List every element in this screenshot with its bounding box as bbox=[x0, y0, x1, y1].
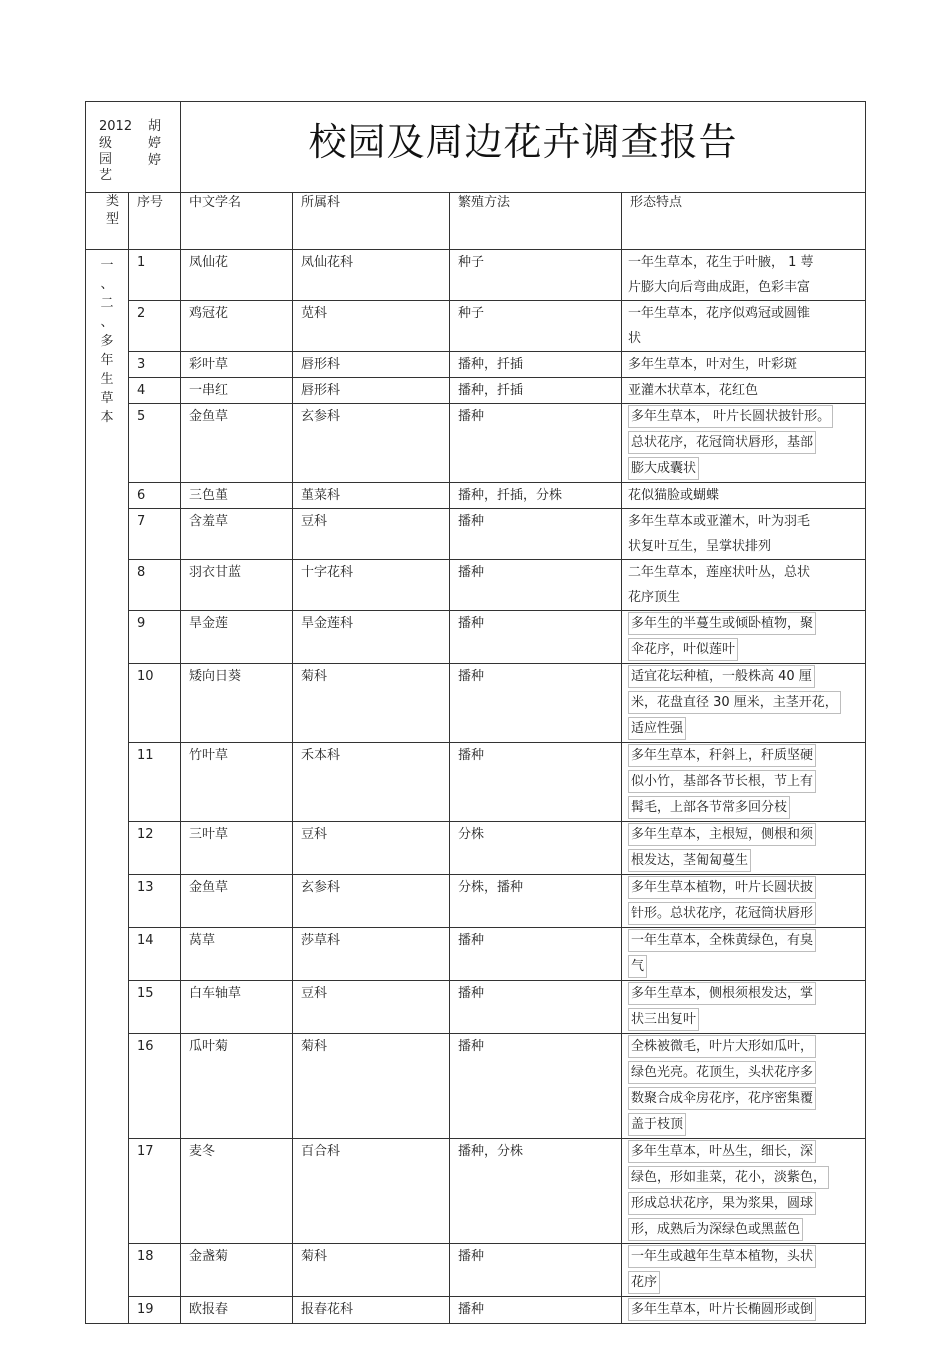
morphology-cell bbox=[622, 822, 866, 875]
morphology-line: 数聚合成伞房花序，花序密集覆 bbox=[628, 1087, 816, 1110]
name-cell: 三叶草 bbox=[181, 822, 293, 875]
table-row bbox=[86, 301, 866, 352]
name-cell: 羽衣甘蓝 bbox=[181, 560, 293, 611]
name-cell: 竹叶草 bbox=[181, 743, 293, 822]
family-cell: 菊科 bbox=[293, 1244, 450, 1297]
family-cell: 报春花科 bbox=[293, 1297, 450, 1324]
morphology-cell bbox=[622, 483, 866, 509]
morphology-line: 适宜花坛种植，一般株高 40 厘 bbox=[628, 665, 815, 688]
propagation-cell: 播种，扦插，分株 bbox=[450, 483, 622, 509]
morphology-line: 多年生草本，叶丛生，细长，深 bbox=[628, 1140, 816, 1163]
morphology-line: 亚灌木状草本，花红色 bbox=[628, 383, 759, 398]
morphology-cell bbox=[622, 743, 866, 822]
morphology-line: 绿色，形如韭菜，花小，淡紫色， bbox=[628, 1166, 829, 1189]
morphology-line: 多年生草本植物，叶片长圆状披 bbox=[628, 876, 816, 899]
col-morphology: 形态特点 bbox=[622, 193, 866, 250]
family-cell: 堇菜科 bbox=[293, 483, 450, 509]
page-title: 校园及周边花卉调查报告 bbox=[181, 102, 866, 193]
morphology-line: 似小竹，基部各节长根，节上有 bbox=[628, 770, 816, 793]
morphology-line: 多年生草本，侧根须根发达，掌 bbox=[628, 982, 816, 1005]
family-cell: 豆科 bbox=[293, 822, 450, 875]
propagation-cell: 播种，扦插 bbox=[450, 378, 622, 404]
seq-cell: 19 bbox=[129, 1297, 181, 1324]
name-cell: 彩叶草 bbox=[181, 352, 293, 378]
morphology-line: 多年生草本，秆斜上，秆质坚硬 bbox=[628, 744, 816, 767]
morphology-cell bbox=[622, 1297, 866, 1324]
family-cell: 玄参科 bbox=[293, 404, 450, 483]
seq-cell: 18 bbox=[129, 1244, 181, 1297]
family-cell: 十字花科 bbox=[293, 560, 450, 611]
category-cell bbox=[86, 250, 129, 1324]
morphology-line: 根发达，茎匍匐蔓生 bbox=[628, 849, 751, 872]
seq-cell: 11 bbox=[129, 743, 181, 822]
morphology-line: 一年生或越年生草本植物，头状 bbox=[628, 1245, 816, 1268]
name-cell: 金鱼草 bbox=[181, 404, 293, 483]
survey-table bbox=[85, 101, 866, 1324]
morphology-cell bbox=[622, 509, 866, 560]
morphology-line: 适应性强 bbox=[628, 717, 686, 740]
name-cell: 白车轴草 bbox=[181, 981, 293, 1034]
table-row bbox=[86, 743, 866, 822]
table-row bbox=[86, 560, 866, 611]
seq-cell: 12 bbox=[129, 822, 181, 875]
table-row bbox=[86, 1244, 866, 1297]
morphology-cell bbox=[622, 250, 866, 301]
name-cell: 三色堇 bbox=[181, 483, 293, 509]
morphology-line: 米，花盘直径 30 厘米，主茎开花， bbox=[628, 691, 841, 714]
family-cell: 凤仙花科 bbox=[293, 250, 450, 301]
name-cell: 瓜叶菊 bbox=[181, 1034, 293, 1139]
col-propagation: 繁殖方法 bbox=[450, 193, 622, 250]
seq-cell: 5 bbox=[129, 404, 181, 483]
morphology-line: 盖于枝顶 bbox=[628, 1113, 686, 1136]
name-cell: 矮向日葵 bbox=[181, 664, 293, 743]
propagation-cell: 播种 bbox=[450, 981, 622, 1034]
seq-cell: 7 bbox=[129, 509, 181, 560]
category-label: 一 、 二 、 多 年 生 草 本 bbox=[100, 258, 114, 425]
morphology-cell bbox=[622, 928, 866, 981]
morphology-cell bbox=[622, 378, 866, 404]
seq-cell: 3 bbox=[129, 352, 181, 378]
morphology-cell bbox=[622, 1244, 866, 1297]
propagation-cell: 播种 bbox=[450, 560, 622, 611]
author-name: 胡 婷 婷 bbox=[148, 119, 162, 168]
seq-cell: 2 bbox=[129, 301, 181, 352]
name-cell: 含羞草 bbox=[181, 509, 293, 560]
year-text: 2012 bbox=[99, 119, 133, 134]
family-cell: 菊科 bbox=[293, 1034, 450, 1139]
seq-cell: 10 bbox=[129, 664, 181, 743]
seq-cell: 6 bbox=[129, 483, 181, 509]
table-row bbox=[86, 664, 866, 743]
morphology-line: 状复叶互生，呈掌状排列 bbox=[628, 539, 772, 554]
morphology-line: 多年生草本，叶对生，叶彩斑 bbox=[628, 357, 798, 372]
morphology-line: 全株被微毛，叶片大形如瓜叶， bbox=[628, 1035, 816, 1058]
morphology-line: 一年生草本，花序似鸡冠或圆锥 bbox=[628, 306, 811, 321]
family-cell: 豆科 bbox=[293, 509, 450, 560]
propagation-cell: 播种，扦插 bbox=[450, 352, 622, 378]
col-family: 所属科 bbox=[293, 193, 450, 250]
table-row bbox=[86, 352, 866, 378]
propagation-cell: 播种 bbox=[450, 1297, 622, 1324]
seq-cell: 14 bbox=[129, 928, 181, 981]
morphology-line: 花序 bbox=[628, 1271, 660, 1294]
family-cell: 玄参科 bbox=[293, 875, 450, 928]
header-row bbox=[86, 102, 866, 193]
morphology-line: 总状花序，花冠筒状唇形，基部 bbox=[628, 431, 816, 454]
table-row bbox=[86, 1034, 866, 1139]
morphology-line: 多年生草本，主根短，侧根和须 bbox=[628, 823, 816, 846]
seq-cell: 13 bbox=[129, 875, 181, 928]
family-cell: 旱金莲科 bbox=[293, 611, 450, 664]
seq-cell: 17 bbox=[129, 1139, 181, 1244]
propagation-cell: 种子 bbox=[450, 250, 622, 301]
table-row bbox=[86, 1139, 866, 1244]
propagation-cell: 播种 bbox=[450, 1034, 622, 1139]
morphology-line: 一年生草本，花生于叶腋， 1 萼 bbox=[628, 255, 814, 270]
family-cell: 唇形科 bbox=[293, 378, 450, 404]
propagation-cell: 播种 bbox=[450, 404, 622, 483]
propagation-cell: 播种 bbox=[450, 611, 622, 664]
col-seq: 序号 bbox=[129, 193, 181, 250]
morphology-line: 花序顶生 bbox=[628, 590, 681, 605]
propagation-cell: 播种 bbox=[450, 664, 622, 743]
seq-cell: 16 bbox=[129, 1034, 181, 1139]
family-cell: 豆科 bbox=[293, 981, 450, 1034]
table-row bbox=[86, 509, 866, 560]
seq-cell: 9 bbox=[129, 611, 181, 664]
family-cell: 莎草科 bbox=[293, 928, 450, 981]
morphology-cell bbox=[622, 981, 866, 1034]
morphology-line: 状三出复叶 bbox=[628, 1008, 699, 1031]
morphology-line: 多年生草本或亚灌木，叶为羽毛 bbox=[628, 514, 811, 529]
family-cell: 唇形科 bbox=[293, 352, 450, 378]
table-row bbox=[86, 928, 866, 981]
table-row bbox=[86, 378, 866, 404]
name-cell: 欧报春 bbox=[181, 1297, 293, 1324]
morphology-line: 针形。总状花序，花冠筒状唇形 bbox=[628, 902, 816, 925]
morphology-line: 形成总状花序，果为浆果，圆球 bbox=[628, 1192, 816, 1215]
col-name: 中文学名 bbox=[181, 193, 293, 250]
family-cell: 百合科 bbox=[293, 1139, 450, 1244]
table-row bbox=[86, 404, 866, 483]
morphology-cell bbox=[622, 664, 866, 743]
morphology-cell bbox=[622, 1139, 866, 1244]
morphology-line: 形，成熟后为深绿色或黑蓝色 bbox=[628, 1218, 803, 1241]
morphology-cell bbox=[622, 611, 866, 664]
morphology-line: 多年生草本， 叶片长圆状披针形。 bbox=[628, 405, 833, 428]
morphology-line: 状 bbox=[628, 331, 642, 346]
seq-cell: 15 bbox=[129, 981, 181, 1034]
name-cell: 鸡冠花 bbox=[181, 301, 293, 352]
family-cell: 禾本科 bbox=[293, 743, 450, 822]
name-cell: 凤仙花 bbox=[181, 250, 293, 301]
morphology-line: 多年生的半蔓生或倾卧植物，聚 bbox=[628, 612, 816, 635]
morphology-cell bbox=[622, 352, 866, 378]
morphology-line: 伞花序，叶似莲叶 bbox=[628, 638, 738, 661]
name-cell: 金盏菊 bbox=[181, 1244, 293, 1297]
propagation-cell: 播种 bbox=[450, 928, 622, 981]
column-header-row bbox=[86, 193, 866, 250]
propagation-cell: 播种 bbox=[450, 509, 622, 560]
propagation-cell: 播种 bbox=[450, 1244, 622, 1297]
name-cell: 莴草 bbox=[181, 928, 293, 981]
name-cell: 旱金莲 bbox=[181, 611, 293, 664]
table-row bbox=[86, 875, 866, 928]
class-text: 级 园 艺 bbox=[99, 136, 113, 183]
propagation-cell: 分株，播种 bbox=[450, 875, 622, 928]
name-cell: 金鱼草 bbox=[181, 875, 293, 928]
seq-cell: 4 bbox=[129, 378, 181, 404]
morphology-line: 多年生草本，叶片长椭圆形或倒 bbox=[628, 1298, 816, 1321]
table-row bbox=[86, 611, 866, 664]
name-cell: 麦冬 bbox=[181, 1139, 293, 1244]
morphology-line: 一年生草本，全株黄绿色，有臭 bbox=[628, 929, 816, 952]
propagation-cell: 播种，分株 bbox=[450, 1139, 622, 1244]
morphology-line: 片膨大向后弯曲成距，色彩丰富 bbox=[628, 280, 811, 295]
propagation-cell: 种子 bbox=[450, 301, 622, 352]
morphology-line: 二年生草本，莲座状叶丛，总状 bbox=[628, 565, 811, 580]
author-cell bbox=[86, 102, 181, 193]
family-cell: 菊科 bbox=[293, 664, 450, 743]
table-row bbox=[86, 981, 866, 1034]
morphology-cell bbox=[622, 301, 866, 352]
seq-cell: 8 bbox=[129, 560, 181, 611]
table-row bbox=[86, 1297, 866, 1324]
col-type: 类 型 bbox=[86, 193, 129, 250]
table-row bbox=[86, 483, 866, 509]
morphology-line: 气 bbox=[628, 955, 647, 978]
family-cell: 苋科 bbox=[293, 301, 450, 352]
propagation-cell: 播种 bbox=[450, 743, 622, 822]
table-row bbox=[86, 250, 866, 301]
table-row bbox=[86, 822, 866, 875]
propagation-cell: 分株 bbox=[450, 822, 622, 875]
morphology-cell bbox=[622, 1034, 866, 1139]
morphology-line: 绿色光亮。花顶生，头状花序多 bbox=[628, 1061, 816, 1084]
morphology-line: 膨大成囊状 bbox=[628, 457, 699, 480]
morphology-cell bbox=[622, 875, 866, 928]
name-cell: 一串红 bbox=[181, 378, 293, 404]
morphology-line: 髯毛，上部各节常多回分枝 bbox=[628, 796, 790, 819]
morphology-line: 花似猫脸或蝴蝶 bbox=[628, 488, 720, 503]
seq-cell: 1 bbox=[129, 250, 181, 301]
morphology-cell bbox=[622, 404, 866, 483]
morphology-cell bbox=[622, 560, 866, 611]
